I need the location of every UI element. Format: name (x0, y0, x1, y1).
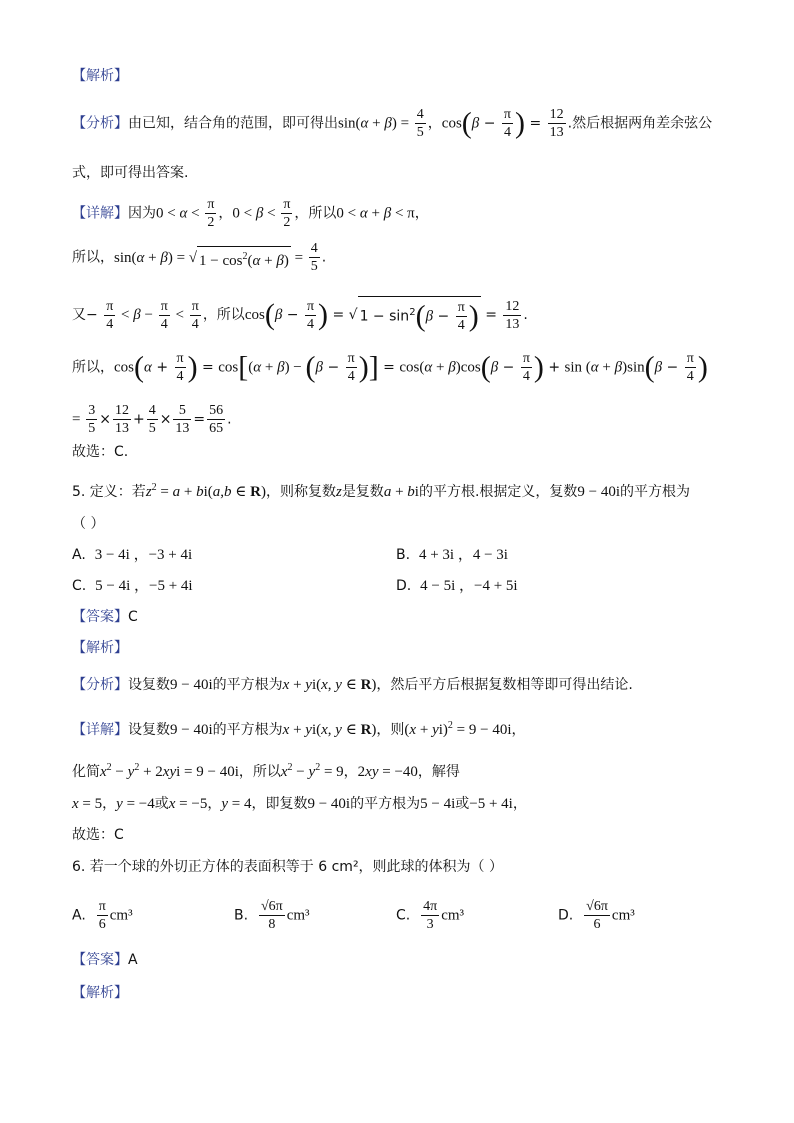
q5-stem-text-4: 的平方根.根据定义，复数 (418, 484, 578, 500)
option-label: C. (396, 907, 411, 924)
option-label: A. (72, 907, 86, 924)
q5-analysis-text-1: 设复数 (128, 677, 170, 693)
q5-analysis-text-3: ，然后平方后根据复数相等即可得出结论. (376, 677, 633, 693)
option-numerator: π (98, 899, 106, 914)
option-unit: cm³ (441, 907, 465, 924)
frac-pi-4: $\frac{\pi}{4}$ (503, 107, 511, 140)
option-unit: cm³ (109, 907, 133, 924)
suoyi-label-2: 所以， (72, 359, 114, 376)
fenxi-tag-2: 【分析】 (72, 677, 128, 693)
q5-detail-text-1: 设复数 (128, 722, 170, 738)
jiexi-heading-2: 【解析】 (72, 640, 128, 656)
option-label: C. (72, 578, 87, 594)
option-numerator: 4π (423, 899, 438, 914)
q4-detail-line-3: 又− $\frac{\pi}{4}$ < β − $\frac{\pi}{4}$ < $\frac{\pi}{4}$ ，所以cos(β − $\frac{\pi}{4}$ ) = √ $1 - \sin^2(\beta$ − $\frac{\pi}{4}$ ) = $\frac{12}{13}$ . (72, 298, 528, 333)
option-unit: cm³ (611, 907, 635, 924)
q4-detail-line-2: 所以，sin(α + β) = √ $1 - \cos^2(\alpha + \beta)$ = $\frac{4}{5}$ . (72, 241, 327, 274)
q5-detail-line-2: 化简$x^2 - y^2 + 2xyi = 9 - 40i$，所以$x^2 - y^2 = 9$，2xy = −40，解得 (72, 762, 460, 780)
huo-label-2: 或 (455, 796, 470, 812)
jiede-label: ，解得 (417, 764, 460, 780)
q5-analysis-text-2: 的平方根为 (212, 677, 283, 693)
jiexi-heading-3: 【解析】 (72, 985, 128, 1001)
q6-option-c[interactable] (396, 898, 464, 933)
q4-detail-line-4: 所以，cos(α + $\frac{\pi}{4}$ ) = cos[(α + β) − (β − $\frac{\pi}{4}$ )] = cos(α + β)cos(β − $\frac{\pi}{4}$ ) + sin (α + β)sin(β − $\frac{\pi}{4}$ ) (72, 350, 708, 384)
xiangjie-tag-2: 【详解】 (72, 722, 128, 738)
q5-stem-text-1: 5. 定义：若 (72, 484, 146, 500)
q5-paren: （ ） (72, 516, 105, 532)
huo-label: 或 (154, 796, 169, 812)
option-value: 3 − 4i ，−3 + 4i (94, 547, 193, 563)
jifushu-label: ，即复数 (251, 796, 308, 812)
q6-option-a[interactable] (72, 898, 133, 933)
q5-option-d[interactable] (396, 576, 518, 596)
q6-stem: 6. 若一个球的外切正方体的表面积等于 6 cm²，则此球的体积为（ ） (72, 859, 504, 875)
frac-12-13: $\frac{12}{13}$ (549, 107, 564, 140)
q5-stem-text-2: ，则称复数 (265, 484, 336, 500)
option-numerator: √6π (260, 899, 283, 914)
q5-analysis: 【分析】设复数9 − 40i的平方根为x + yi(x, y ∈ R)，然后平方后根据复数相等即可得出结论. (72, 677, 633, 693)
q4-choice: 故选：C. (72, 444, 129, 460)
suoyi-label: 所以， (72, 249, 114, 266)
option-denominator: 6 (98, 917, 106, 932)
q6-option-b[interactable] (234, 898, 310, 933)
q5-stem: 5. 定义：若$z^2 = a + bi(a,b$ ∈ R)，则称复数z是复数a + bi的平方根.根据定义，复数9 − 40i的平方根为 (72, 482, 691, 500)
formula-sin-sum: sin(α + β) = (338, 115, 413, 132)
q5-answer-value: C (128, 609, 138, 625)
option-value: 5 − 4i ，−5 + 4i (95, 578, 193, 594)
q4-analysis-text-2: 然后根据两角差余弦公 (572, 115, 713, 132)
q4-detail-text: 因为 (128, 205, 156, 222)
q5-stem-text-5: 的平方根为 (620, 484, 691, 500)
option-denominator: 8 (268, 917, 276, 932)
option-unit: cm³ (286, 907, 310, 924)
xiangjie-tag: 【详解】 (72, 205, 128, 222)
option-value: 4 + 3i ，4 − 3i (418, 547, 508, 563)
option-denominator: 3 (426, 917, 434, 932)
q4-analysis-line-1: 【分析】由已知，结合角的范围，即可得出sin(α + β) = $\frac{4}{5}$ ，cos(β − $\frac{\pi}{4}$ ) = $\frac{12}{13}$ .然后根据两角差余弦公 (72, 106, 713, 140)
option-label: B. (234, 907, 249, 924)
formula-cos-diff: cos (441, 115, 462, 132)
q4-detail-text-2: 所以 (308, 205, 337, 222)
option-label: D. (558, 907, 574, 924)
option-value: 4 − 5i ，−4 + 5i (420, 578, 518, 594)
fenxi-tag: 【分析】 (72, 115, 128, 132)
option-denominator: 6 (593, 917, 601, 932)
q5-stem-text-3: 是复数 (341, 484, 384, 500)
frac-4-5: $\frac{4}{5}$ (416, 107, 424, 140)
huajian-label: 化简 (72, 764, 100, 780)
q5-answer (72, 607, 138, 627)
q4-detail-line-1: 【详解】因为0 < α < $\frac{\pi}{2}$ ，0 < β < $\frac{\pi}{2}$ ，所以0 < α + β < π， (72, 197, 429, 230)
option-label: B. (396, 547, 411, 563)
pingfanggen-label: 的平方根为 (350, 796, 421, 812)
option-label: D. (396, 578, 412, 594)
q5-choice: 故选：C (72, 827, 124, 843)
daan-tag: 【答案】 (72, 609, 128, 625)
q6-answer (72, 950, 138, 970)
q5-detail-text-3: ，则 (376, 722, 405, 738)
q4-analysis-text: 由已知，结合角的范围，即可得出 (128, 115, 338, 132)
q5-suoyi: ，所以 (238, 764, 281, 780)
q5-option-a[interactable] (72, 545, 192, 565)
q4-analysis-line-2: 式，即可得出答案. (72, 165, 189, 181)
you-label: 又 (72, 307, 86, 323)
q5-detail-line-3: x = 5，y = −4或x = −5，y = 4，即复数9 − 40i的平方根为5 − 4i或−5 + 4i， (72, 796, 527, 812)
option-numerator: √6π (586, 899, 608, 914)
q4-detail-line-5: = $\frac{3}{5}$ × $\frac{12}{13}$ + $\frac{4}{5}$ × $\frac{5}{13}$ = $\frac{56}{65}$ . (72, 403, 232, 436)
q6-answer-value: A (128, 952, 138, 968)
q5-option-c[interactable] (72, 576, 193, 596)
q5-detail-line-1: 【详解】设复数9 − 40i的平方根为x + yi(x, y ∈ R)，则(x + yi)$^2$ = 9 − 40i， (72, 720, 526, 738)
q5-detail-text-2: 的平方根为 (212, 722, 283, 738)
q6-option-d[interactable] (558, 898, 635, 933)
option-label: A. (72, 547, 86, 563)
daan-tag-2: 【答案】 (72, 952, 128, 968)
q5-option-b[interactable] (396, 545, 508, 565)
jiexi-heading-1: 【解析】 (72, 68, 128, 84)
